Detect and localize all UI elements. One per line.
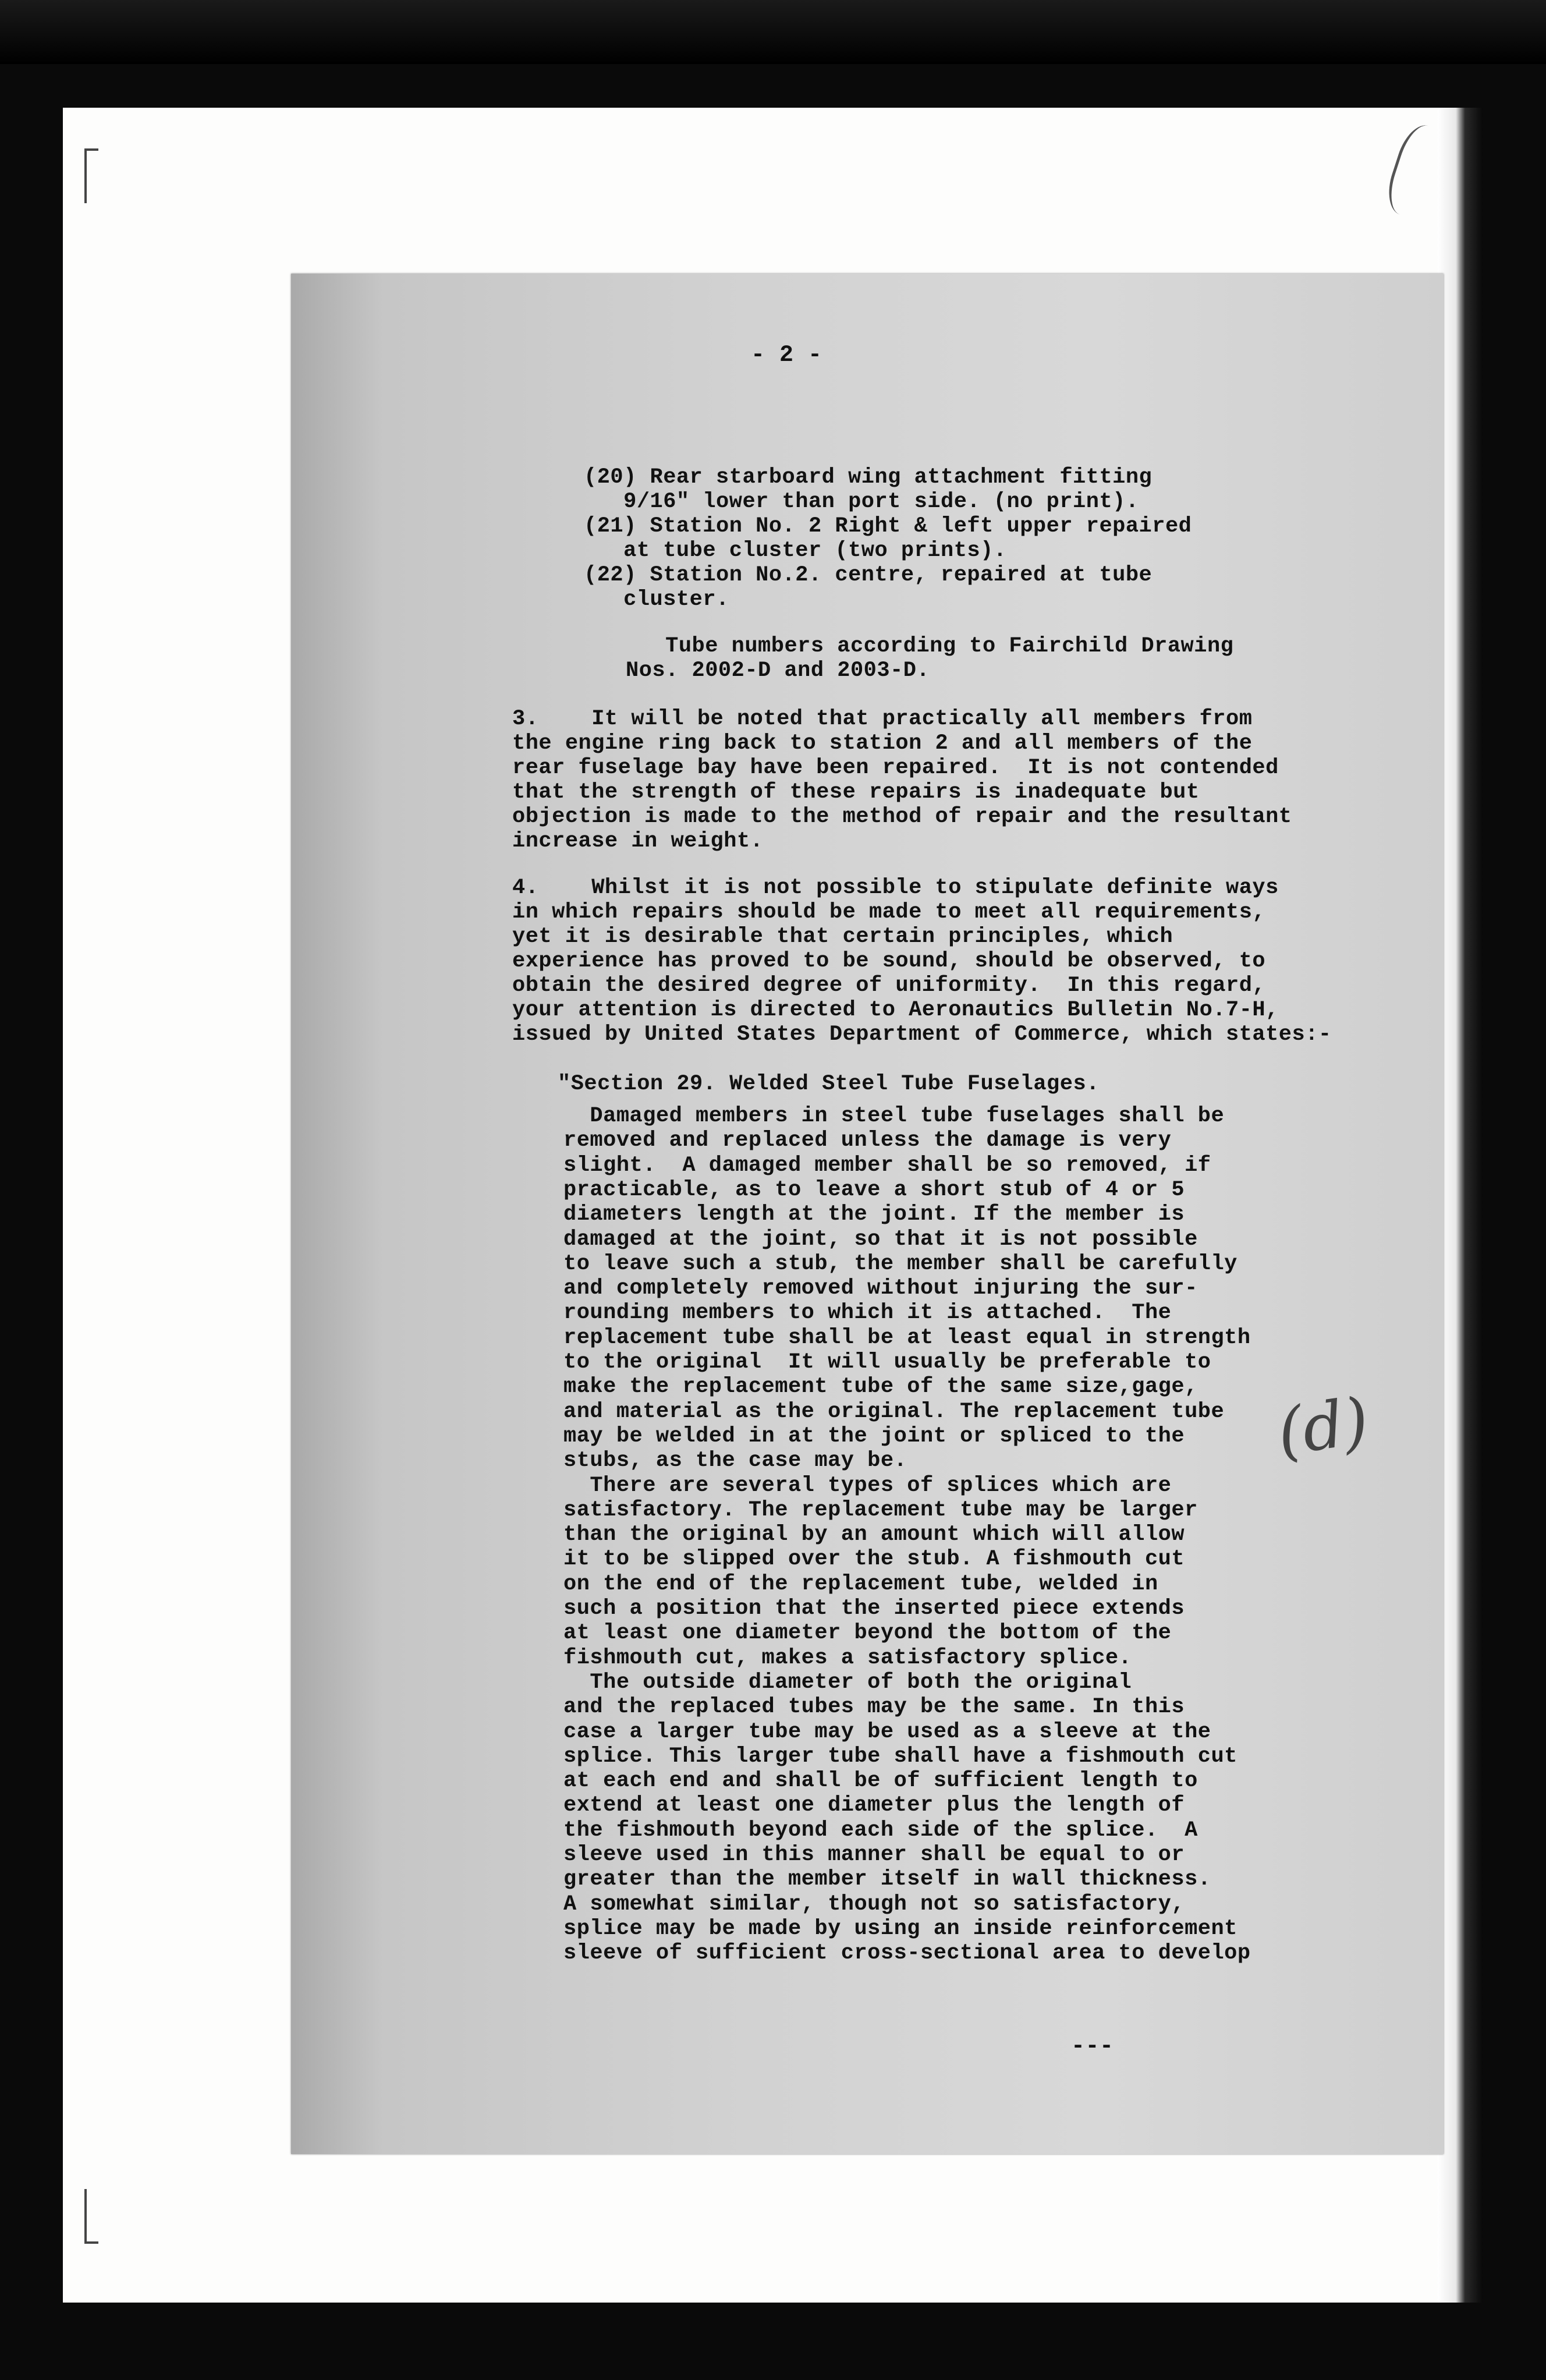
quote-line: sleeve of sufficient cross-sectional area to develop — [563, 1941, 1251, 1966]
quote-line: A somewhat similar, though not so satisfactory, — [563, 1892, 1185, 1917]
quote-line: and completely removed without injuring the sur- — [563, 1276, 1198, 1301]
quote-line: fishmouth cut, makes a satisfactory splice. — [563, 1645, 1132, 1670]
handwritten-annotation: (d) — [1272, 1383, 1374, 1470]
page-number: - 2 - — [751, 342, 822, 369]
quote-line: to leave such a stub, the member shall be carefully — [563, 1251, 1237, 1276]
paragraph-line: 3. It will be noted that practically all members from — [512, 707, 1253, 731]
quote-line: at least one diameter beyond the bottom of the — [563, 1621, 1172, 1646]
quote-line: The outside diameter of both the original — [563, 1670, 1132, 1695]
quote-line: and the replaced tubes may be the same. In this — [563, 1695, 1185, 1720]
quote-line: slight. A damaged member shall be so removed, if — [563, 1153, 1211, 1178]
quote-line: Damaged members in steel tube fuselages shall be — [563, 1104, 1225, 1128]
film-edge-top — [0, 0, 1546, 64]
quote-line: than the original by an amount which will allow — [563, 1522, 1185, 1547]
paragraph-line: rear fuselage bay have been repaired. It is not contended — [512, 756, 1279, 780]
quote-line: stubs, as the case may be. — [563, 1448, 907, 1474]
quote-line: extend at least one diameter plus the length of — [563, 1793, 1185, 1818]
quote-line: replacement tube shall be at least equal in strength — [563, 1325, 1251, 1350]
quote-line: splice may be made by using an inside reinforcement — [563, 1916, 1237, 1941]
quote-line: greater than the member itself in wall thickness. — [563, 1867, 1211, 1892]
quote-line: removed and replaced unless the damage is very — [563, 1128, 1172, 1153]
continuation-mark: --- — [1071, 2034, 1114, 2060]
section-heading: "Section 29. Welded Steel Tube Fuselages. — [558, 1072, 1100, 1096]
paragraph-line: that the strength of these repairs is inadequate but — [512, 780, 1200, 805]
quote-line: on the end of the replacement tube, welded in — [563, 1571, 1158, 1596]
paragraph-line: experience has proved to be sound, should be observed, to — [512, 949, 1266, 973]
paragraph-line: 4. Whilst it is not possible to stipulate definite ways — [512, 876, 1279, 900]
item-line: cluster. — [584, 587, 729, 612]
note-line: Tube numbers according to Fairchild Drawing — [626, 634, 1234, 658]
paragraph-line: the engine ring back to station 2 and all members of the — [512, 731, 1253, 756]
paragraph-line: yet it is desirable that certain principles, which — [512, 925, 1173, 949]
quote-line: sleeve used in this manner shall be equal to or — [563, 1843, 1185, 1867]
item-line: 9/16" lower than port side. (no print). — [584, 490, 1139, 514]
item-line: (21) Station No. 2 Right & left upper repaired — [584, 514, 1192, 539]
quote-line: may be welded in at the joint or spliced to the — [563, 1423, 1185, 1448]
quote-line: and material as the original. The replacement tube — [563, 1399, 1225, 1424]
quote-line: at each end and shall be of sufficient length to — [563, 1769, 1198, 1794]
paragraph-line: increase in weight. — [512, 829, 764, 853]
quote-line: diameters length at the joint. If the member is — [563, 1202, 1185, 1227]
quote-line: practicable, as to leave a short stub of 4 or 5 — [563, 1177, 1185, 1202]
quote-line: it to be slipped over the stub. A fishmouth cut — [563, 1547, 1185, 1572]
item-line: (22) Station No.2. centre, repaired at tube — [584, 563, 1153, 587]
paragraph-line: obtain the desired degree of uniformity. In this regard, — [512, 973, 1266, 998]
film-edge-right — [1438, 108, 1483, 2303]
quote-line: damaged at the joint, so that it is not possible — [563, 1227, 1198, 1252]
quote-line: satisfactory. The replacement tube may be larger — [563, 1497, 1198, 1522]
paragraph-line: in which repairs should be made to meet all requirements, — [512, 900, 1266, 925]
quote-line: There are several types of splices which are — [563, 1473, 1172, 1498]
quote-line: case a larger tube may be used as a sleeve at the — [563, 1719, 1211, 1744]
quote-line: the fishmouth beyond each side of the splice. A — [563, 1818, 1198, 1843]
crop-mark-top-left — [84, 148, 98, 203]
paragraph-line: objection is made to the method of repair and the resultant — [512, 805, 1292, 829]
quote-line: splice. This larger tube shall have a fishmouth cut — [563, 1744, 1237, 1769]
quote-line: to the original It will usually be preferable to — [563, 1350, 1211, 1375]
item-line: (20) Rear starboard wing attachment fitting — [584, 465, 1153, 490]
quote-line: make the replacement tube of the same size,gage, — [563, 1375, 1198, 1400]
crop-mark-bottom-left — [84, 2189, 98, 2244]
quote-line: such a position that the inserted piece extends — [563, 1596, 1185, 1621]
paragraph-line: your attention is directed to Aeronautics Bulletin No.7-H, — [512, 998, 1279, 1022]
item-line: at tube cluster (two prints). — [584, 539, 1007, 563]
quote-line: rounding members to which it is attached. The — [563, 1301, 1172, 1326]
note-line: Nos. 2002-D and 2003-D. — [626, 658, 930, 683]
paragraph-line: issued by United States Department of Commerce, which states:- — [512, 1022, 1332, 1047]
